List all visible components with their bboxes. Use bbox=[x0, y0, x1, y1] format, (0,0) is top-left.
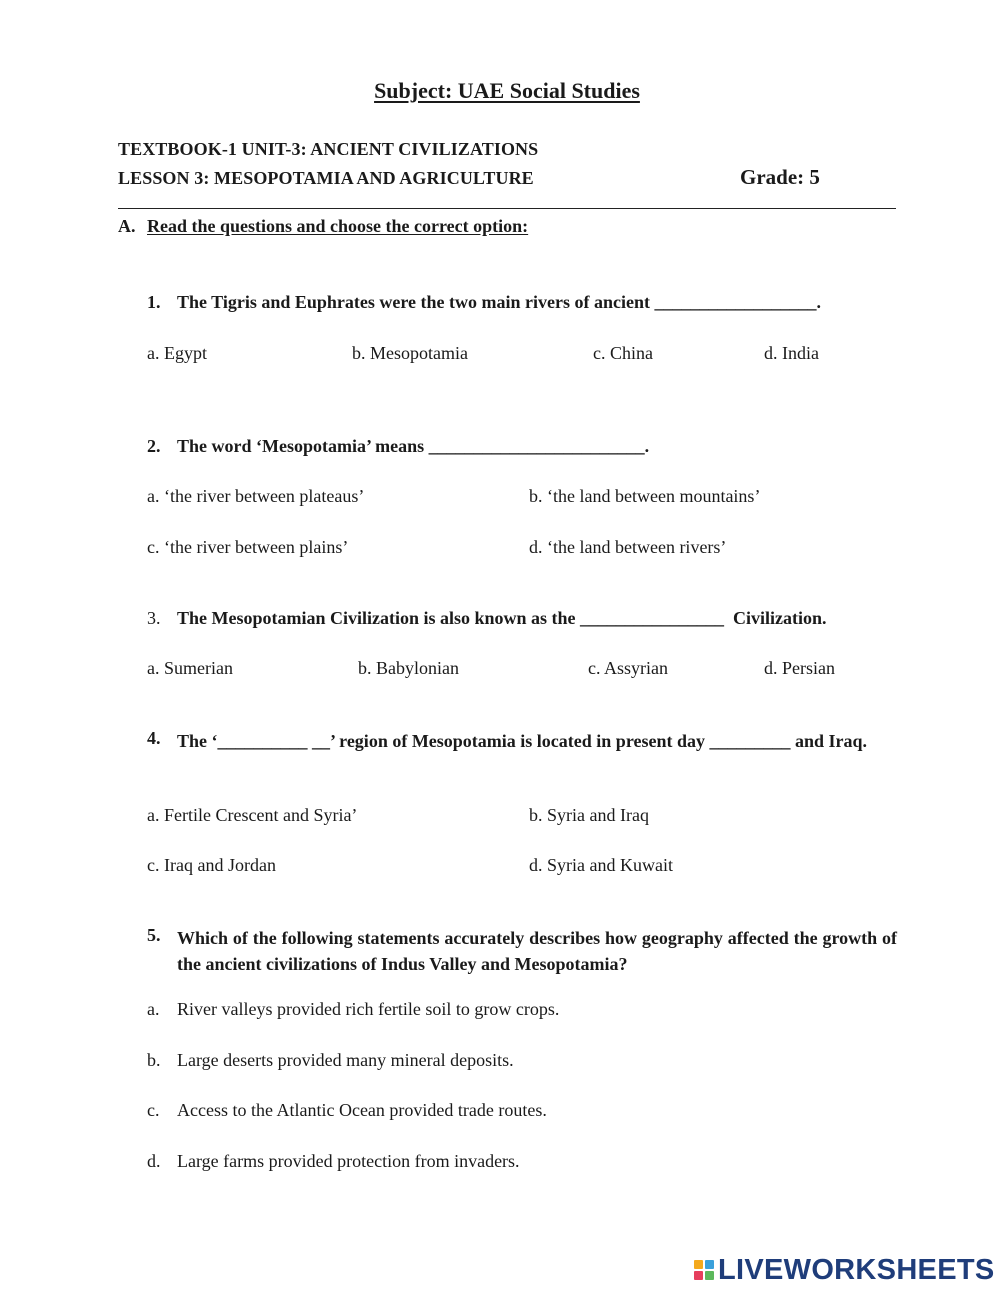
q5-option-b[interactable] bbox=[147, 1050, 514, 1071]
question-number: 1. bbox=[147, 292, 161, 312]
q5-option-a[interactable] bbox=[147, 999, 559, 1020]
question-number: 5. bbox=[147, 925, 161, 945]
question-text: The Tigris and Euphrates were the two main rivers of ancient __________________. bbox=[177, 292, 821, 312]
liveworksheets-logo[interactable] bbox=[694, 1254, 995, 1286]
header-divider bbox=[118, 208, 896, 209]
option-text: River valleys provided rich fertile soil to grow crops. bbox=[177, 999, 560, 1019]
option-text: Large deserts provided many mineral deposits. bbox=[177, 1050, 514, 1070]
logo-square-icon bbox=[694, 1271, 703, 1280]
logo-square-icon bbox=[694, 1260, 703, 1269]
q1-option-c[interactable]: c. China bbox=[593, 343, 653, 363]
brand-name: LIVEWORKSHEETS bbox=[718, 1253, 995, 1286]
q1-option-d[interactable]: d. India bbox=[764, 343, 819, 363]
question-number: 3. bbox=[147, 608, 161, 628]
q3-option-d[interactable]: d. Persian bbox=[764, 658, 835, 678]
q4-option-a[interactable]: a. Fertile Crescent and Syria’ bbox=[147, 805, 358, 825]
q3-option-b[interactable]: b. Babylonian bbox=[358, 658, 459, 678]
question-text: Which of the following statements accurately describes how geography affected the growth of the ancient civilizations of Indus Valley and Mesopotamia? bbox=[177, 928, 897, 974]
question-4 bbox=[147, 728, 897, 754]
liveworksheets-grid-icon bbox=[694, 1260, 714, 1280]
subject-title: Subject: UAE Social Studies bbox=[374, 78, 640, 103]
option-text: Large farms provided protection from invaders. bbox=[177, 1151, 520, 1171]
question-text: The ‘__________ __’ region of Mesopotamia is located in present day _________ and Iraq. bbox=[177, 731, 868, 751]
q5-option-c[interactable] bbox=[147, 1100, 547, 1121]
q4-option-c[interactable]: c. Iraq and Jordan bbox=[147, 855, 276, 875]
question-text: The word ‘Mesopotamia’ means ________________________. bbox=[177, 436, 650, 456]
textbook-unit-heading: TEXTBOOK-1 UNIT-3: ANCIENT CIVILIZATIONS bbox=[118, 139, 539, 159]
logo-square-icon bbox=[705, 1271, 714, 1280]
question-text: The Mesopotamian Civilization is also known as the ________________ Civilization. bbox=[177, 608, 827, 628]
option-letter: c. bbox=[147, 1100, 160, 1120]
q4-option-d[interactable]: d. Syria and Kuwait bbox=[529, 855, 673, 875]
question-number: 2. bbox=[147, 436, 161, 456]
question-1 bbox=[147, 292, 821, 313]
option-letter: b. bbox=[147, 1050, 161, 1070]
q2-option-a[interactable]: a. ‘the river between plateaus’ bbox=[147, 486, 365, 506]
q2-option-d[interactable]: d. ‘the land between rivers’ bbox=[529, 537, 727, 557]
question-5 bbox=[147, 925, 897, 977]
q2-option-c[interactable]: c. ‘the river between plains’ bbox=[147, 537, 349, 557]
logo-square-icon bbox=[705, 1260, 714, 1269]
q5-option-d[interactable] bbox=[147, 1151, 520, 1172]
question-2 bbox=[147, 436, 649, 457]
option-letter: a. bbox=[147, 999, 160, 1019]
option-text: Access to the Atlantic Ocean provided trade routes. bbox=[177, 1100, 547, 1120]
lesson-heading: LESSON 3: MESOPOTAMIA AND AGRICULTURE bbox=[118, 168, 534, 188]
question-3 bbox=[147, 608, 827, 629]
q1-option-b[interactable]: b. Mesopotamia bbox=[352, 343, 468, 363]
q2-option-b[interactable]: b. ‘the land between mountains’ bbox=[529, 486, 761, 506]
question-number: 4. bbox=[147, 728, 161, 748]
q1-option-a[interactable]: a. Egypt bbox=[147, 343, 207, 363]
section-instructions: Read the questions and choose the correct option: bbox=[147, 216, 529, 236]
q3-option-a[interactable]: a. Sumerian bbox=[147, 658, 233, 678]
option-letter: d. bbox=[147, 1151, 161, 1171]
q4-option-b[interactable]: b. Syria and Iraq bbox=[529, 805, 649, 825]
section-a-heading bbox=[118, 216, 528, 237]
q3-option-c[interactable]: c. Assyrian bbox=[588, 658, 668, 678]
section-letter: A. bbox=[118, 216, 136, 236]
grade-label: Grade: 5 bbox=[740, 165, 820, 189]
